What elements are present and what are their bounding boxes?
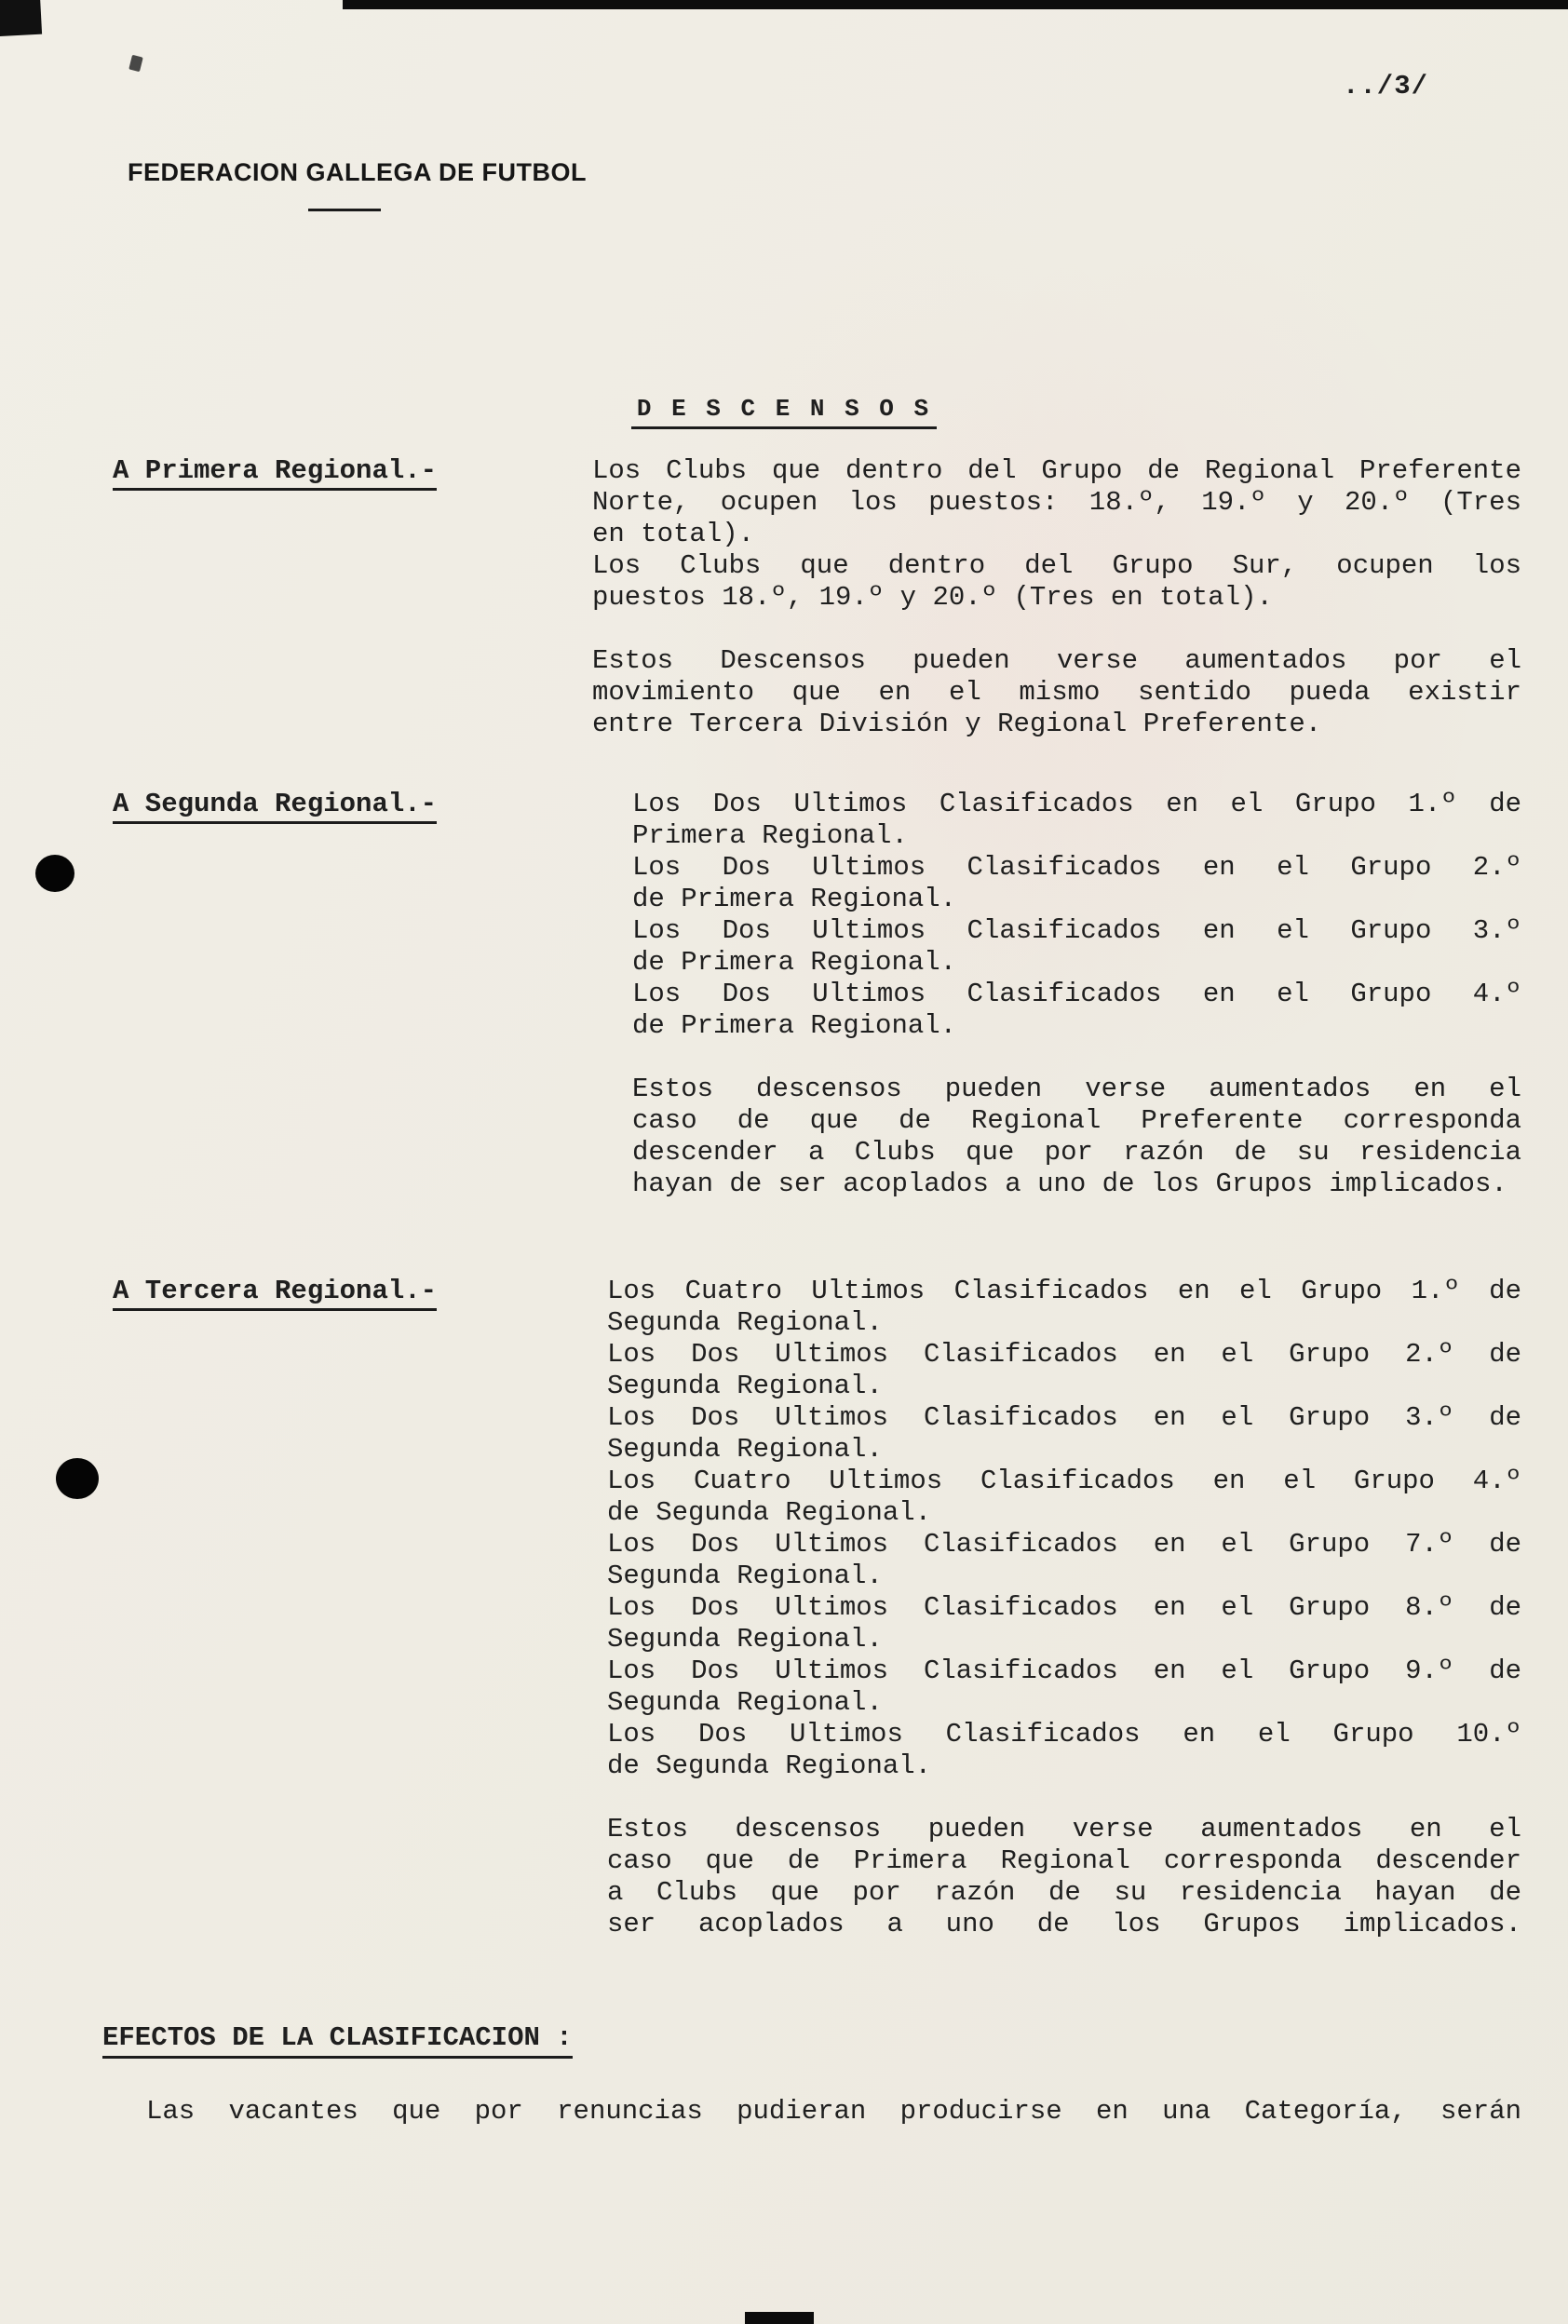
text-line: puestos 18.º, 19.º y 20.º (Tres en total). (592, 582, 1273, 613)
text-line: de Primera Regional. (632, 1010, 957, 1041)
paragraph (607, 1339, 1521, 1402)
text-line: de Primera Regional. (632, 884, 957, 914)
section-content (592, 1276, 1521, 1940)
paragraph (592, 550, 1521, 614)
paragraph (607, 1655, 1521, 1719)
text-line: Los Dos Ultimos Clasificados en el Grupo 10.º (607, 1719, 1521, 1750)
paragraph (607, 1276, 1521, 1339)
text-line: Estos descensos pueden verse aumentados en el (632, 1074, 1521, 1104)
paragraph (607, 1719, 1521, 1782)
text-line: de Segunda Regional. (607, 1497, 932, 1528)
text-line: Segunda Regional. (607, 1624, 883, 1655)
note-paragraph (592, 645, 1521, 740)
scan-bottom-mark-artifact (745, 2312, 814, 2324)
section-primera-regional (0, 455, 1568, 740)
text-line: Estos descensos pueden verse aumentados en el (607, 1814, 1521, 1844)
document-title: D E S C E N S O S (631, 395, 937, 429)
paragraph (607, 1402, 1521, 1466)
text-line: Estos Descensos pueden verse aumentados por el (592, 645, 1521, 676)
text-line: Los Dos Ultimos Clasificados en el Grupo 1.º de (632, 789, 1521, 819)
section-label-column (113, 1276, 592, 1940)
text-line: de Primera Regional. (632, 947, 957, 978)
section-content (592, 455, 1521, 740)
paragraph (632, 979, 1521, 1042)
note-paragraph (607, 1814, 1521, 1940)
scan-top-bar-artifact (343, 0, 1568, 9)
text-line: Los Cuatro Ultimos Clasificados en el Grupo 1.º de (607, 1276, 1521, 1306)
paragraph (607, 1466, 1521, 1529)
scan-corner-mark-artifact (0, 0, 42, 36)
section-heading: A Tercera Regional.- (113, 1276, 437, 1311)
text-line: ser acoplados a uno de los Grupos implicados. (607, 1909, 1521, 1939)
text-line: descender a Clubs que por razón de su residencia (632, 1137, 1521, 1168)
footer-heading: EFECTOS DE LA CLASIFICACION : (102, 2022, 573, 2059)
document-body (0, 395, 1568, 2128)
paragraph (632, 915, 1521, 979)
text-line: Los Clubs que dentro del Grupo de Regional Preferente (592, 455, 1521, 486)
text-line: Los Dos Ultimos Clasificados en el Grupo 2.º de (607, 1339, 1521, 1370)
text-line: hayan de ser acoplados a uno de los Grupos implicados. (632, 1169, 1507, 1199)
text-line: Segunda Regional. (607, 1371, 883, 1401)
footer-paragraph: Las vacantes que por renuncias pudieran producirse en una Categoría, serán (146, 2096, 1521, 2127)
section-heading: A Segunda Regional.- (113, 789, 437, 824)
title-row (0, 395, 1568, 429)
text-line: Primera Regional. (632, 820, 908, 851)
note-paragraph (632, 1074, 1521, 1200)
text-line: Los Cuatro Ultimos Clasificados en el Grupo 4.º (607, 1466, 1521, 1496)
paragraph (607, 1592, 1521, 1655)
paragraph (592, 455, 1521, 550)
page-number: ../3/ (1342, 71, 1428, 101)
text-line: movimiento que en el mismo sentido pueda existir (592, 677, 1521, 708)
text-line: Segunda Regional. (607, 1561, 883, 1591)
text-line: Segunda Regional. (607, 1307, 883, 1338)
section-tercera-regional (0, 1276, 1568, 1940)
footer-section (0, 2022, 1568, 2128)
text-line: Los Dos Ultimos Clasificados en el Grupo 7.º de (607, 1529, 1521, 1560)
paragraph (632, 789, 1521, 852)
text-line: Norte, ocupen los puestos: 18.º, 19.º y 20.º (Tres (592, 487, 1521, 518)
paragraph (607, 1529, 1521, 1592)
text-line: caso de que de Regional Preferente corresponda (632, 1105, 1521, 1136)
text-line: en total). (592, 519, 755, 549)
section-segunda-regional (0, 789, 1568, 1200)
text-line: Los Clubs que dentro del Grupo Sur, ocupen los (592, 550, 1521, 581)
text-line: Segunda Regional. (607, 1434, 883, 1465)
text-line: Los Dos Ultimos Clasificados en el Grupo 9.º de (607, 1655, 1521, 1686)
text-line: Los Dos Ultimos Clasificados en el Grupo 4.º (632, 979, 1521, 1009)
text-line: Los Dos Ultimos Clasificados en el Grupo 2.º (632, 852, 1521, 883)
section-heading: A Primera Regional.- (113, 455, 437, 491)
letterhead-underline (308, 209, 381, 211)
text-line: a Clubs que por razón de su residencia hayan de (607, 1877, 1521, 1908)
paragraph (632, 852, 1521, 915)
text-line: Segunda Regional. (607, 1687, 883, 1718)
ink-speck-artifact (128, 55, 143, 72)
text-line: caso que de Primera Regional corresponda descender (607, 1845, 1521, 1876)
section-content (592, 789, 1521, 1200)
text-line: Los Dos Ultimos Clasificados en el Grupo 3.º (632, 915, 1521, 946)
text-line: entre Tercera División y Regional Preferente. (592, 709, 1322, 739)
text-line: de Segunda Regional. (607, 1750, 932, 1781)
section-label-column (113, 789, 592, 1200)
text-line: Los Dos Ultimos Clasificados en el Grupo 8.º de (607, 1592, 1521, 1623)
text-line: Los Dos Ultimos Clasificados en el Grupo 3.º de (607, 1402, 1521, 1433)
section-label-column (113, 455, 592, 740)
letterhead-title: FEDERACION GALLEGA DE FUTBOL (128, 158, 587, 186)
